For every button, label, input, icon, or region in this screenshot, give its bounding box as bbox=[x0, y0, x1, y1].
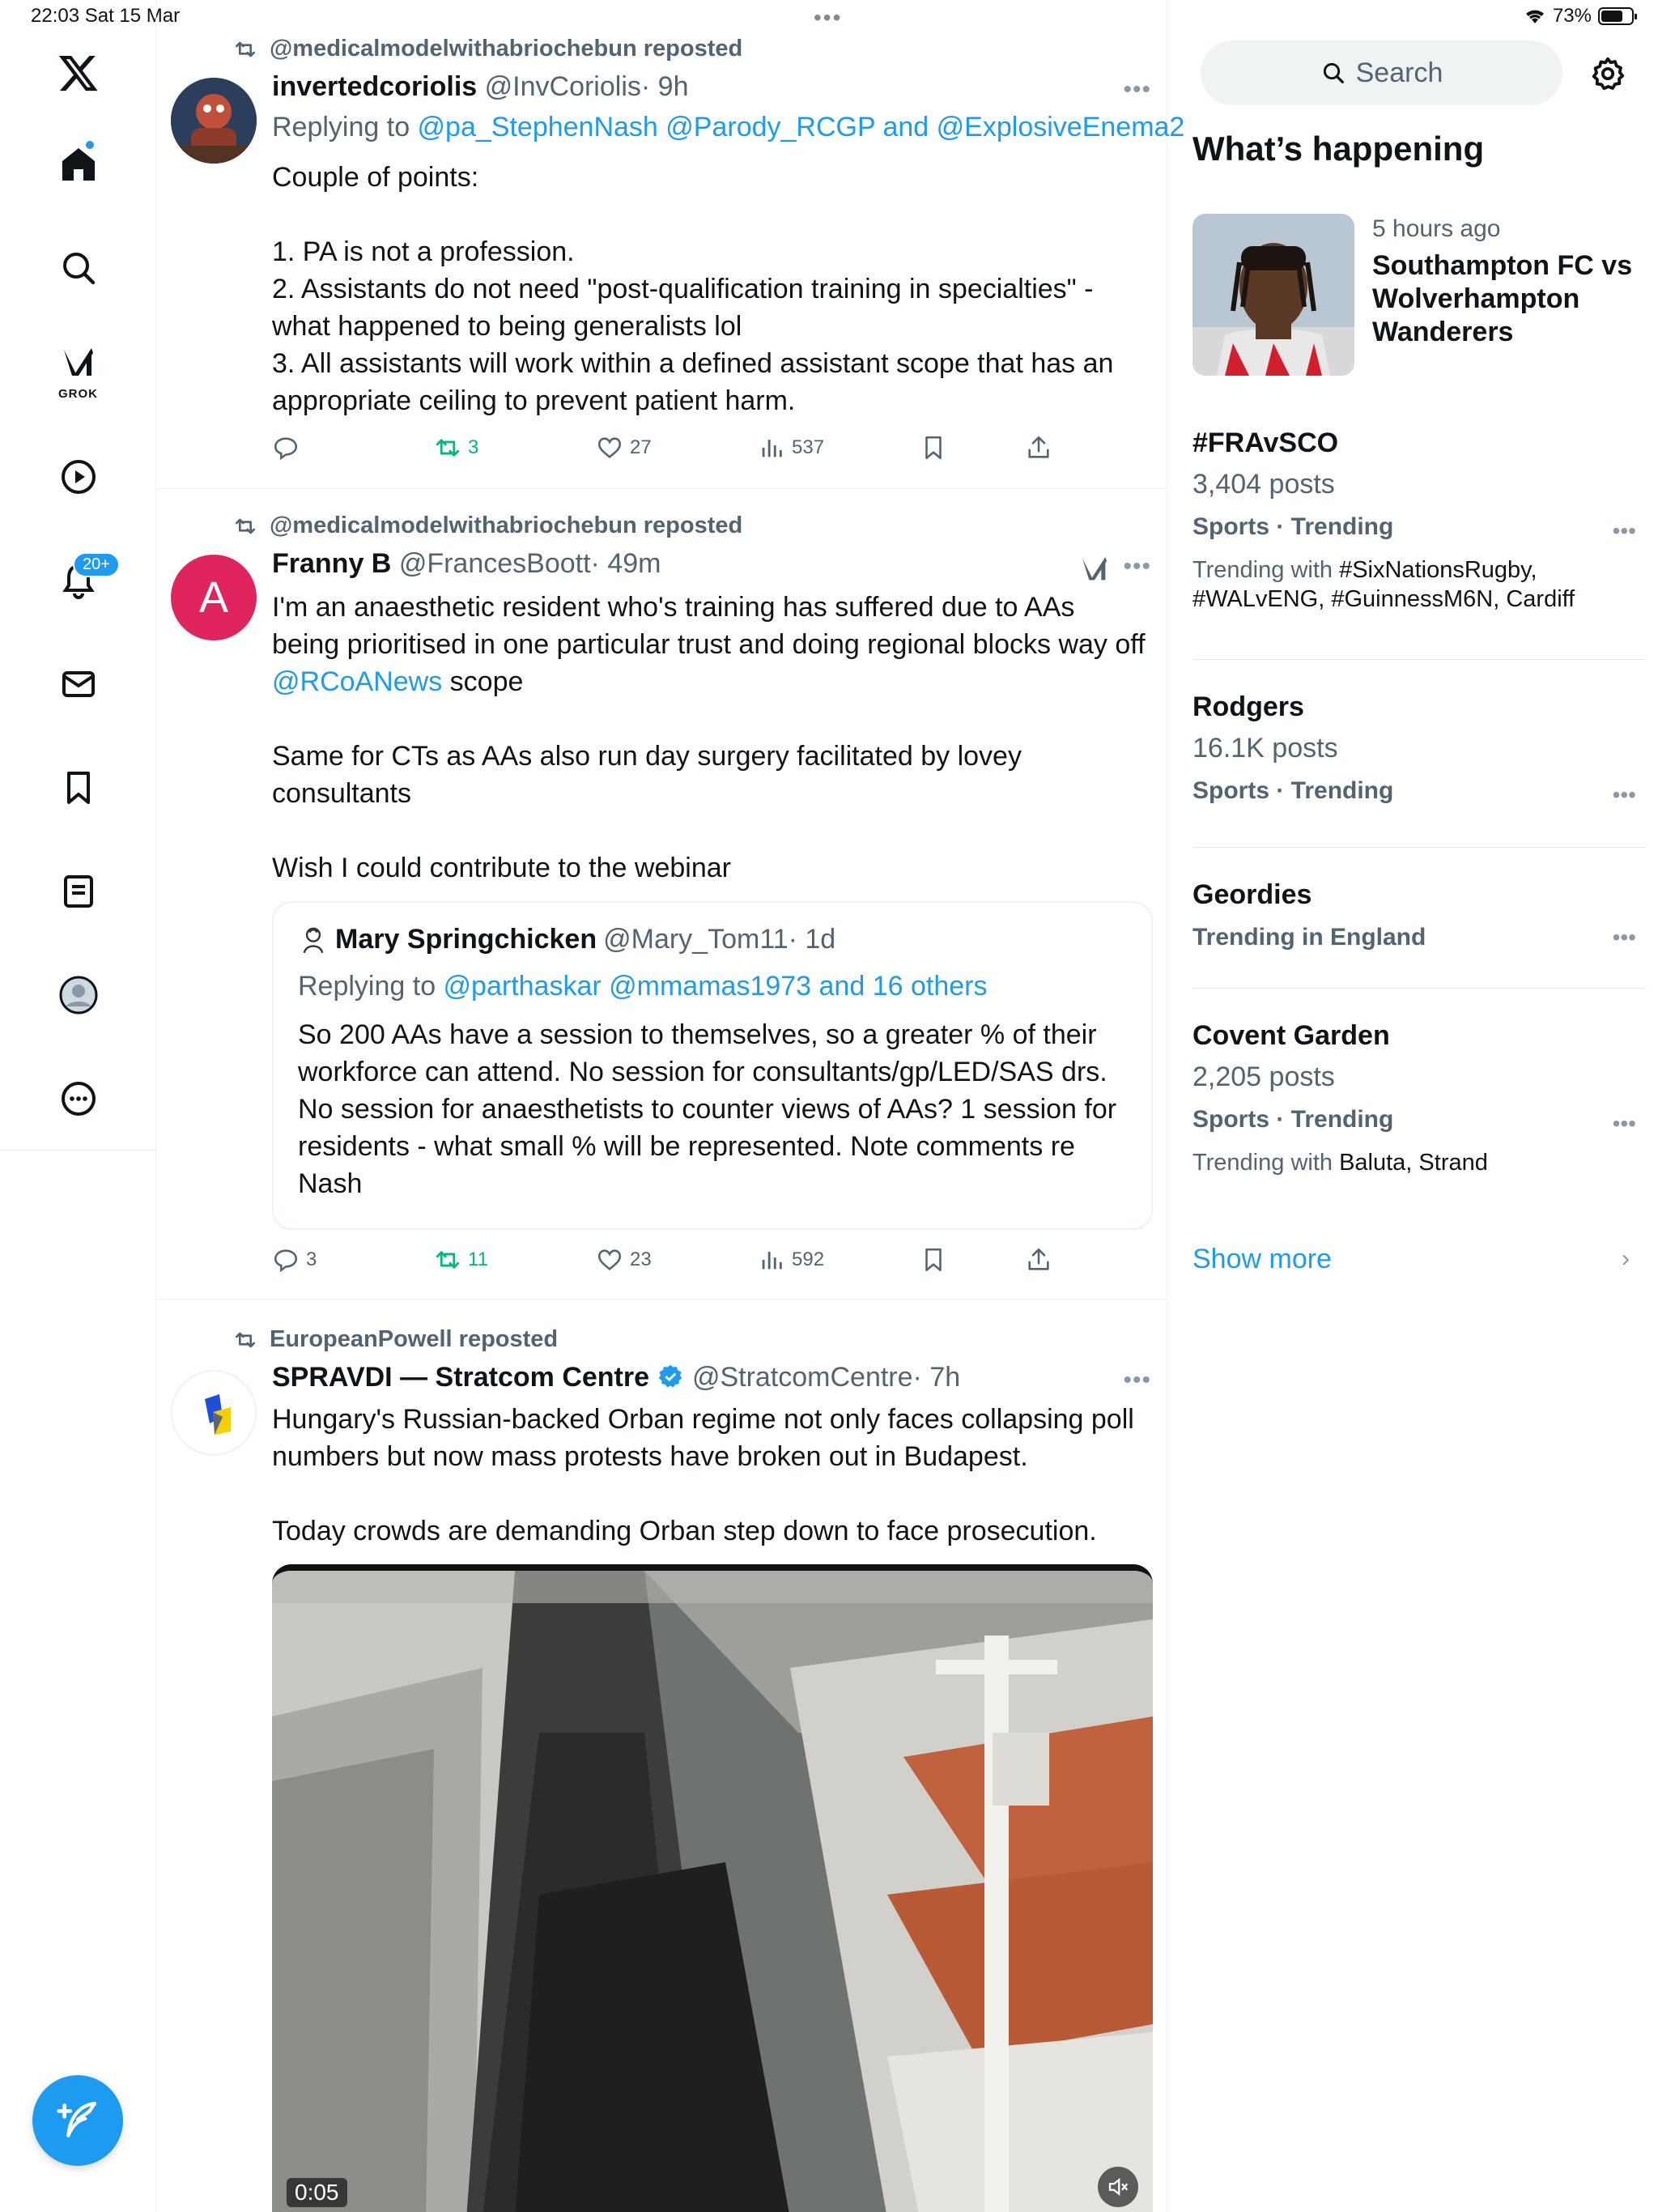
nav-lists[interactable] bbox=[0, 855, 156, 928]
grok-label: GROK bbox=[58, 387, 98, 401]
reply-count: 3 bbox=[306, 1249, 317, 1270]
author-handle[interactable]: @InvCoriolis bbox=[484, 71, 641, 102]
trend-title: Covent Garden bbox=[1192, 1020, 1390, 1051]
quote-header bbox=[298, 924, 835, 955]
trend-divider bbox=[1192, 988, 1646, 989]
reply-button[interactable] bbox=[272, 434, 306, 462]
trend-item[interactable] bbox=[1192, 1020, 1646, 1177]
avatar[interactable] bbox=[171, 78, 257, 164]
reply-icon bbox=[272, 1246, 300, 1274]
video-thumbnail bbox=[272, 1571, 1153, 2212]
avatar[interactable] bbox=[171, 1370, 257, 1456]
trend-with-prefix: Trending with bbox=[1192, 557, 1340, 583]
like-button[interactable] bbox=[596, 1246, 652, 1274]
trend-with bbox=[1192, 555, 1646, 614]
sidebar-nav bbox=[0, 0, 156, 2212]
quote-replying-prefix: Replying to bbox=[298, 971, 444, 1002]
trend-category: Sports · Trending bbox=[1192, 1106, 1394, 1133]
tweet-3[interactable] bbox=[156, 1300, 1167, 2212]
tweet-actions bbox=[272, 1246, 1082, 1278]
more-options-icon[interactable]: ••• bbox=[1123, 1367, 1151, 1393]
trend-category: Sports · Trending bbox=[1192, 777, 1394, 804]
search-input[interactable] bbox=[1201, 40, 1562, 105]
bookmark-button[interactable] bbox=[920, 434, 947, 462]
share-icon bbox=[1025, 1246, 1052, 1274]
news-thumbnail[interactable] bbox=[1192, 214, 1354, 376]
replying-to bbox=[272, 112, 1184, 143]
avatar-letter: A bbox=[198, 573, 229, 622]
reposted-by: @medicalmodelwithabriochebun reposted bbox=[270, 513, 743, 538]
trend-more-icon[interactable]: ••• bbox=[1612, 1111, 1636, 1136]
grok-icon bbox=[59, 343, 98, 382]
tweet-text-part2: scope Same for CTs as AAs also run day surgery facilitated by lovey consultants Wish I could contribute to the webinar bbox=[272, 666, 1022, 883]
replying-mentions[interactable]: @pa_StephenNash @Parody_RCGP and @ExplosiveEnema2 bbox=[417, 112, 1185, 143]
mute-button[interactable] bbox=[1098, 2167, 1138, 2207]
repost-count: 11 bbox=[468, 1249, 488, 1270]
right-sidebar bbox=[1168, 0, 1658, 2212]
tweet-2[interactable] bbox=[156, 490, 1167, 1300]
trend-title: Rodgers bbox=[1192, 691, 1304, 722]
nav-grok[interactable] bbox=[0, 332, 156, 405]
tweet-time: · 9h bbox=[640, 71, 689, 102]
heart-icon bbox=[596, 434, 623, 462]
bookmark-button[interactable] bbox=[920, 1246, 947, 1274]
news-time: 5 hours ago bbox=[1372, 215, 1501, 242]
battery-percent: 73% bbox=[1552, 5, 1592, 27]
trend-count: 3,404 posts bbox=[1192, 469, 1335, 500]
tweet-header bbox=[272, 548, 661, 580]
nav-explore[interactable] bbox=[0, 232, 156, 304]
trend-with-tags: Baluta, Strand bbox=[1339, 1150, 1488, 1176]
author-name[interactable]: invertedcoriolis bbox=[272, 71, 478, 102]
tweet-header bbox=[272, 1362, 960, 1393]
quote-time: · 1d bbox=[788, 924, 836, 955]
author-handle[interactable]: @StratcomCentre bbox=[691, 1362, 913, 1393]
verified-badge-icon bbox=[657, 1363, 684, 1390]
repost-button[interactable] bbox=[434, 1246, 488, 1274]
trend-more-icon[interactable]: ••• bbox=[1612, 925, 1636, 950]
more-options-icon[interactable]: ••• bbox=[1123, 553, 1151, 580]
tweet-text-part1: I'm an anaesthetic resident who's training has suffered due to AAs being prioritised in one particular trust and doing regional blocks way off bbox=[272, 592, 1146, 660]
video-timestamp: 0:05 bbox=[287, 2178, 347, 2207]
avatar[interactable] bbox=[171, 555, 257, 640]
compose-button[interactable] bbox=[32, 2075, 123, 2166]
chevron-right-icon: › bbox=[1622, 1245, 1630, 1272]
video-player[interactable] bbox=[272, 1564, 1153, 2212]
author-name[interactable]: SPRAVDI — Stratcom Centre bbox=[272, 1362, 650, 1393]
mail-icon bbox=[59, 665, 98, 704]
view-count: 592 bbox=[792, 1249, 825, 1270]
gear-icon[interactable] bbox=[1589, 55, 1626, 92]
home-icon bbox=[59, 145, 98, 184]
nav-home[interactable] bbox=[0, 128, 156, 201]
quote-replying-to bbox=[298, 971, 987, 1002]
quote-author-name[interactable]: Mary Springchicken bbox=[335, 924, 597, 955]
replying-prefix: Replying to bbox=[272, 112, 418, 143]
bookmark-icon bbox=[920, 434, 947, 462]
like-count: 23 bbox=[630, 1249, 652, 1270]
status-time: 22:03 Sat 15 Mar bbox=[31, 5, 181, 27]
profile-avatar-icon bbox=[59, 976, 98, 1015]
like-button[interactable] bbox=[596, 434, 652, 462]
trend-item[interactable] bbox=[1192, 428, 1646, 614]
trend-with bbox=[1192, 1148, 1646, 1177]
quote-replying-mentions[interactable]: @parthaskar @mmamas1973 and 16 others bbox=[443, 971, 988, 1002]
reply-icon bbox=[272, 434, 300, 462]
views-button[interactable] bbox=[758, 1246, 824, 1274]
repost-indicator bbox=[232, 36, 742, 62]
tweet-mention[interactable]: @RCoANews bbox=[272, 666, 443, 697]
trend-item[interactable] bbox=[1192, 879, 1646, 951]
search-icon bbox=[59, 249, 98, 287]
trend-more-icon[interactable]: ••• bbox=[1612, 518, 1636, 543]
search-icon bbox=[1320, 60, 1346, 86]
heart-icon bbox=[596, 1246, 623, 1274]
list-icon bbox=[59, 872, 98, 911]
trend-count: 16.1K posts bbox=[1192, 733, 1338, 764]
tweet-text: Couple of points: 1. PA is not a profession. 2. Assistants do not need "post-qualification training in specialties" - what happened to being generalists lol 3. All assistants will work within a defined assistant scope that has an appropriate ceiling to prevent patient harm. bbox=[272, 162, 1114, 416]
repost-icon bbox=[232, 36, 258, 62]
more-options-icon[interactable]: ••• bbox=[1123, 76, 1151, 103]
bar-chart-icon bbox=[758, 1246, 785, 1274]
play-circle-icon bbox=[59, 457, 98, 496]
tweet-text: Hungary's Russian-backed Orban regime not only faces collapsing poll numbers but now mass protests have broken out in Budapest. Today crowds are demanding Orban step down to face prosecution. bbox=[272, 1404, 1134, 1546]
nav-profile[interactable] bbox=[0, 959, 156, 1032]
share-button[interactable] bbox=[1025, 1246, 1052, 1274]
tweet-time: · 7h bbox=[912, 1362, 961, 1393]
trend-divider bbox=[1192, 847, 1646, 848]
notifications-badge: 20+ bbox=[73, 552, 120, 577]
more-circle-icon bbox=[59, 1079, 98, 1118]
quote-avatar-icon bbox=[298, 925, 329, 955]
repost-button[interactable] bbox=[434, 434, 478, 462]
repost-icon bbox=[232, 513, 258, 539]
repost-icon bbox=[232, 1327, 258, 1353]
tweet-1[interactable] bbox=[156, 0, 1185, 489]
news-title[interactable]: Southampton FC vs Wolverhampton Wanderers bbox=[1372, 250, 1633, 347]
search-placeholder: Search bbox=[1355, 57, 1443, 88]
quote-author-handle[interactable]: @Mary_Tom11 bbox=[603, 924, 789, 955]
grok-explain-icon[interactable] bbox=[1078, 553, 1111, 585]
trend-with-tags: #SixNationsRugby, #WALvENG, #GuinnessM6N, Cardiff bbox=[1192, 557, 1575, 612]
repost-icon bbox=[434, 1246, 461, 1274]
repost-count: 3 bbox=[468, 436, 479, 458]
quote-text: So 200 AAs have a session to themselves, so a greater % of their workforce can attend. No session for consultants/gp/LED/SAS drs. No session for anaesthetists to counter views of AAs? 1 session for residents - what small % will be represented. Note comments re Nash bbox=[298, 1019, 1117, 1199]
repost-indicator bbox=[232, 513, 742, 539]
trend-count: 2,205 posts bbox=[1192, 1061, 1335, 1092]
share-icon bbox=[1025, 434, 1052, 462]
reposted-by: @medicalmodelwithabriochebun reposted bbox=[270, 36, 743, 62]
repost-icon bbox=[434, 434, 461, 462]
views-button[interactable] bbox=[758, 434, 824, 462]
trend-category: Sports · Trending bbox=[1192, 513, 1394, 540]
stratcom-logo-icon bbox=[172, 1372, 257, 1456]
reply-button[interactable] bbox=[272, 1246, 317, 1274]
sidebar-divider bbox=[0, 1150, 156, 1151]
show-more-link[interactable]: Show more bbox=[1192, 1244, 1332, 1274]
bar-chart-icon bbox=[758, 434, 785, 462]
bookmark-icon bbox=[59, 768, 98, 807]
trend-category: Trending in England bbox=[1192, 924, 1426, 951]
nav-video[interactable] bbox=[0, 440, 156, 513]
multitasking-dots[interactable]: ••• bbox=[814, 5, 843, 30]
nav-bookmarks[interactable] bbox=[0, 751, 156, 824]
tweet-header bbox=[272, 71, 688, 103]
tweet-text bbox=[272, 589, 1146, 887]
speaker-muted-icon bbox=[1106, 2175, 1130, 2199]
whats-happening-title: What’s happening bbox=[1192, 130, 1485, 168]
repost-indicator bbox=[232, 1326, 558, 1353]
quoted-tweet[interactable] bbox=[272, 901, 1153, 1230]
reposted-by: EuropeanPowell reposted bbox=[270, 1326, 559, 1352]
trend-with-prefix: Trending with bbox=[1192, 1150, 1340, 1176]
trend-divider bbox=[1192, 659, 1646, 660]
tweet-time: · 49m bbox=[590, 548, 661, 579]
trend-title: #FRAvSCO bbox=[1192, 428, 1339, 458]
nav-messages[interactable] bbox=[0, 648, 156, 721]
share-button[interactable] bbox=[1025, 434, 1052, 462]
bookmark-icon bbox=[920, 1246, 947, 1274]
feather-plus-icon bbox=[55, 2098, 100, 2143]
trend-title: Geordies bbox=[1192, 879, 1312, 910]
tweet-actions bbox=[272, 434, 1082, 466]
author-handle[interactable]: @FrancesBoott bbox=[398, 548, 591, 579]
nav-more[interactable] bbox=[0, 1062, 156, 1135]
timeline bbox=[156, 0, 1185, 2212]
x-logo[interactable] bbox=[0, 36, 156, 109]
author-name[interactable]: Franny B bbox=[272, 548, 392, 579]
home-unread-dot bbox=[84, 139, 96, 151]
trend-item[interactable] bbox=[1192, 691, 1646, 805]
x-logo-icon bbox=[57, 52, 100, 94]
view-count: 537 bbox=[792, 436, 825, 458]
nav-notifications[interactable] bbox=[0, 544, 156, 617]
like-count: 27 bbox=[630, 436, 652, 458]
trend-more-icon[interactable]: ••• bbox=[1612, 782, 1636, 807]
